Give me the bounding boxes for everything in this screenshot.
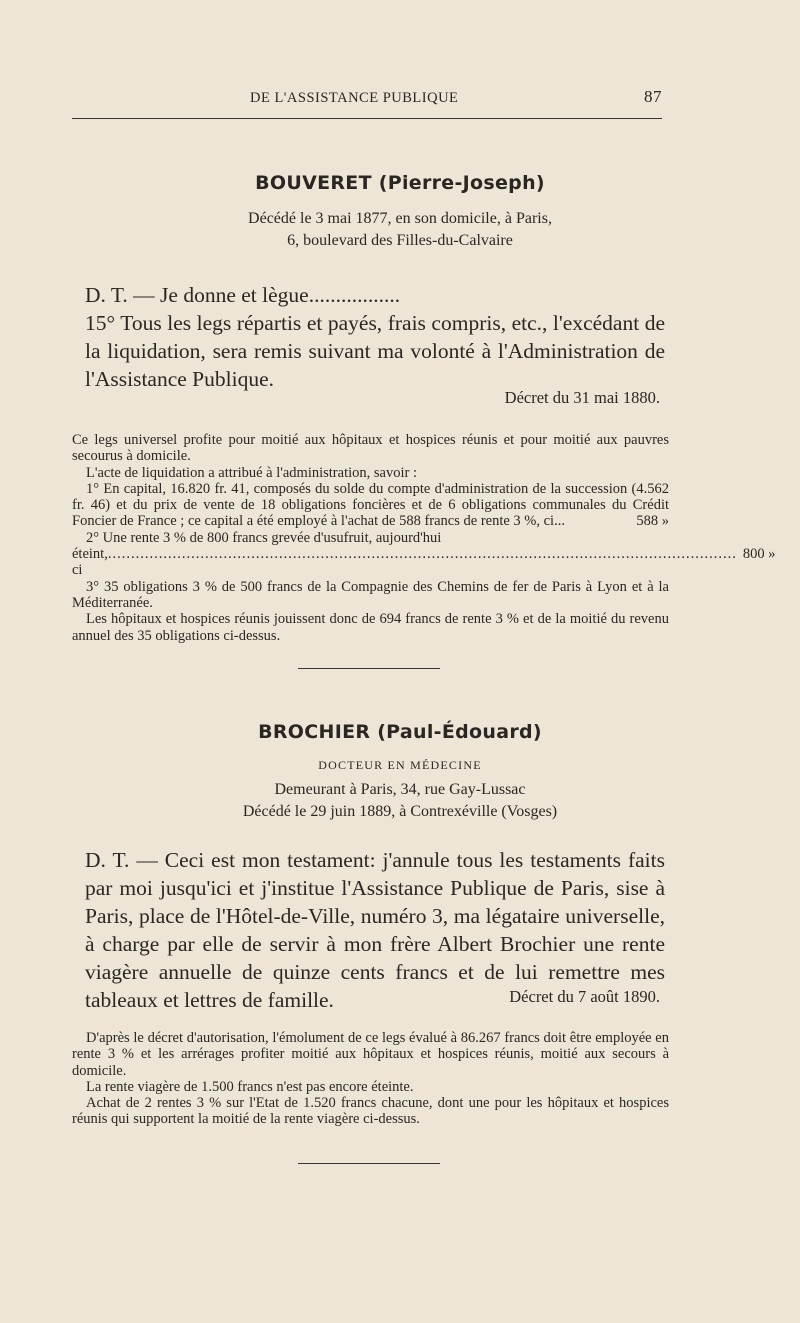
amount: 588 »	[636, 513, 669, 530]
decree-date: Décret du 31 mai 1880.	[504, 388, 660, 407]
note-paragraph: 2° Une rente 3 % de 800 francs grevée d'usufruit, aujourd'hui	[86, 529, 442, 546]
bequest-opening: D. T. — Je donne et lègue.................	[85, 283, 401, 307]
note-leader-line	[72, 546, 776, 579]
entry-heading-bouveret: BOUVERET (Pierre-Joseph)	[255, 172, 545, 194]
bequest-clause: 15° Tous les legs répartis et payés, frais compris, etc., l'excédant de la liquidation, sera remis suivant ma volonté à l'Administration de l'Assistance Publique.	[85, 311, 665, 391]
note-paragraph: Les hôpitaux et hospices réunis jouissent donc de 694 francs de rente 3 % et de la moitié du revenu annuel des 35 obligations ci-dessus.	[72, 611, 669, 644]
note-paragraph: Achat de 2 rentes 3 % sur l'Etat de 1.520 francs chacune, dont une pour les hôpitaux et hospices réunis qui supportent la moitié de la rente viagère ci-dessus.	[72, 1095, 669, 1128]
note-text: 1° En capital, 16.820 fr. 41, composés du solde du compte d'administration de la succession (4.562 fr. 46) et du prix de vente de 18 obligations foncières et de 6 obligations communales du Crédit Foncier de France ; ce capital a été employé à l'achat de 588 francs de rente 3 %, ci...	[72, 480, 669, 530]
decree-date: Décret du 7 août 1890.	[509, 987, 660, 1006]
profession: DOCTEUR EN MÉDECINE	[318, 758, 482, 772]
section-separator	[298, 668, 440, 669]
residence: Demeurant à Paris, 34, rue Gay-Lussac	[274, 781, 526, 798]
administrative-note-brochier	[72, 1030, 669, 1128]
page-number: 87	[644, 87, 662, 106]
note-paragraph: La rente viagère de 1.500 francs n'est pas encore éteinte.	[86, 1078, 414, 1095]
note-paragraph: D'après le décret d'autorisation, l'émolument de ce legs évalué à 86.267 francs doit être employée en rente 3 % et les arrérages profiter moitié aux hôpitaux et hospices réunis, moitié aux secours à domicile.	[72, 1030, 669, 1079]
death-notice: Décédé le 29 juin 1889, à Contrexéville (Vosges)	[242, 803, 558, 820]
death-notice-line2: 6, boulevard des Filles-du-Calvaire	[287, 232, 513, 249]
note-paragraph: 3° 35 obligations 3 % de 500 francs de la Compagnie des Chemins de fer de Paris à Lyon et à la Méditerranée.	[72, 578, 669, 611]
amount: 800 »	[742, 546, 776, 563]
note-paragraph-capital	[72, 481, 669, 530]
header-rule	[72, 118, 662, 119]
running-title: DE L'ASSISTANCE PUBLIQUE	[250, 90, 459, 106]
entry-heading-brochier: BROCHIER (Paul-Édouard)	[258, 721, 542, 743]
dot-leader: ........................................................................................................................................	[107, 546, 737, 563]
note-paragraph: Ce legs universel profite pour moitié aux hôpitaux et hospices réunis et pour moitié aux pauvres secourus à domicile.	[72, 432, 669, 465]
death-notice-line1: Décédé le 3 mai 1877, en son domicile, à Paris,	[248, 210, 552, 227]
bequest-clause: D. T. — Ceci est mon testament: j'annule tous les testaments faits par moi jusqu'ici et j'institue l'Assistance Publique de Paris, sise à Paris, place de l'Hôtel-de-Ville, numéro 3, ma légataire universelle, à charge par elle de servir à mon frère Albert Brochier une rente viagère annuelle de quinze cents francs et de lui remettre mes tableaux et lettres de famille.	[85, 848, 665, 1012]
note-paragraph: L'acte de liquidation a attribué à l'administration, savoir :	[86, 464, 417, 481]
note-text: éteint, ci	[72, 546, 108, 579]
section-separator	[298, 1163, 440, 1164]
administrative-note-bouveret	[72, 432, 776, 644]
bequest-text-bouveret	[85, 281, 665, 393]
